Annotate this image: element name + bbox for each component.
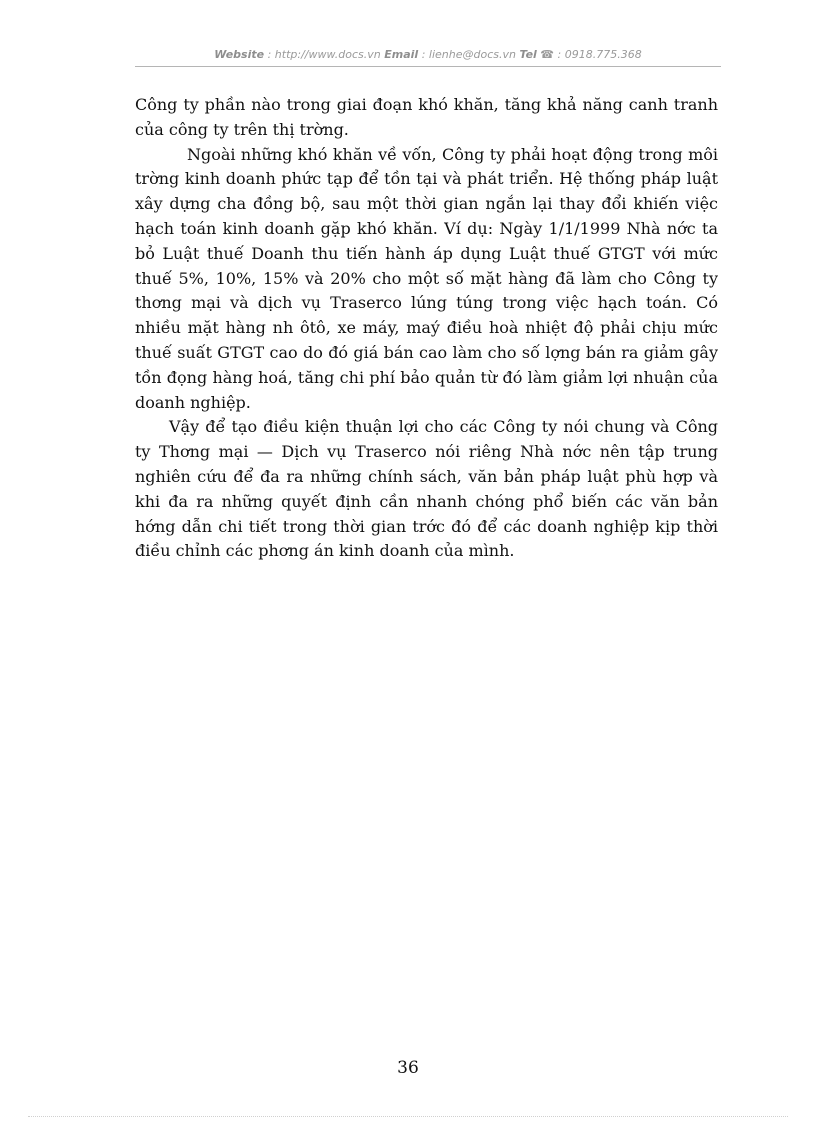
- tel-label: Tel: [519, 48, 537, 61]
- footer-divider: [28, 1116, 788, 1117]
- paragraph-intro: Công ty phần nào trong giai đoạn khó khăn, tăng khả năng canh tranh của công ty trên thị trờng.: [135, 95, 718, 139]
- page-number: 36: [397, 1058, 419, 1078]
- website-label: Website: [214, 48, 265, 61]
- tel-value: ☎ : 0918.775.368: [536, 48, 642, 61]
- website-value: : http://www.docs.vn: [264, 48, 385, 61]
- header-divider: [135, 66, 721, 67]
- page-header: [135, 48, 721, 66]
- paragraph-difficulties: Ngoài những khó khăn về vốn, Công ty phải hoạt động trong môi trờng kinh doanh phức tạp để tồn tại và phát triển. Hệ thống pháp luật xây dựng cha đồng bộ, sau một thời gian ngắn lại thay đổi khiến việc hạch toán kinh doanh gặp khó khăn. Ví dụ: Ngày 1/1/1999 Nhà nớc ta bỏ Luật thuế Doanh thu tiến hành áp dụng Luật thuế GTGT với mức thuế 5%, 10%, 15% và 20% cho một số mặt hàng đã làm cho Công ty thơng mại và dịch vụ Traserco lúng túng trong việc hạch toán. Có nhiều mặt hàng nh ôtô, xe máy, maý điều hoà nhiệt độ phải chịu mức thuế suất GTGT cao do đó giá bán cao làm cho số lợng bán ra giảm gây tồn đọng hàng hoá, tăng chi phí bảo quản từ đó làm giảm lợi nhuận của doanh nghiệp.: [135, 144, 718, 412]
- document-body: [135, 93, 718, 564]
- email-label: Email: [384, 48, 419, 61]
- email-value: : lienhe@docs.vn: [418, 48, 520, 61]
- paragraph-recommendation: Vậy để tạo điều kiện thuận lợi cho các Công ty nói chung và Công ty Thơng mại — Dịch vụ Traserco nói riêng Nhà nớc nên tập trung nghiên cứu để đa ra những chính sách, văn bản pháp luật phù hợp và khi đa ra những quyết định cần nhanh chóng phổ biến các văn bản hớng dẫn chi tiết trong thời gian trớc đó để các doanh nghiệp kịp thời điều chỉnh các phơng án kinh doanh của mình.: [135, 417, 718, 561]
